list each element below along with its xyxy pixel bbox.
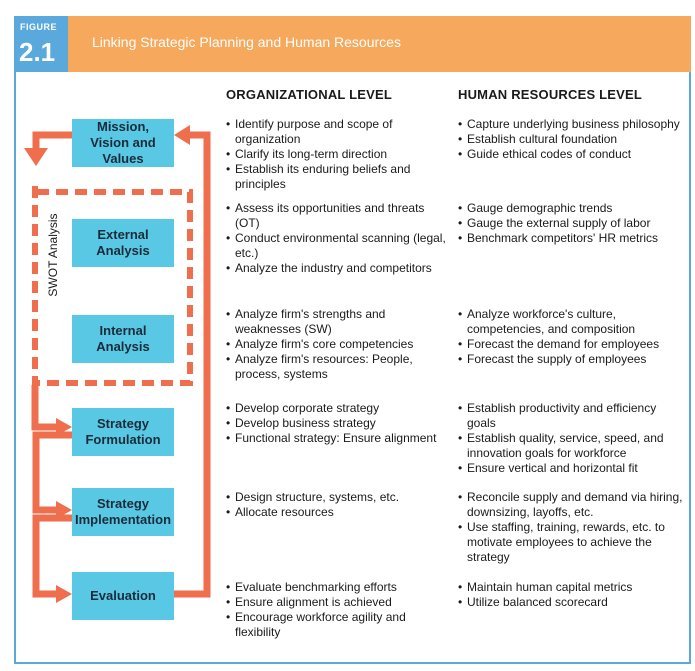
list-item: • Encourage workforce agility and flexibility [226, 610, 448, 640]
list-item: • Analyze workforce's culture, competencies, and composition [458, 307, 686, 337]
hr-level-heading: HUMAN RESOURCES LEVEL [458, 87, 643, 102]
list-item: • Allocate resources [226, 505, 448, 520]
figure-title: Linking Strategic Planning and Human Resources [92, 34, 401, 50]
list-item: • Forecast the supply of employees [458, 352, 686, 367]
stage-evaluation-box: Evaluation [72, 572, 174, 620]
list-item: • Clarify its long-term direction [226, 147, 448, 162]
org-list-evaluation [226, 580, 448, 640]
hr-list-external [458, 201, 686, 246]
list-item: • Analyze the industry and competitors [226, 261, 448, 276]
org-list-external [226, 201, 448, 276]
org-list-implementation [226, 490, 448, 520]
to-evaluation-line [36, 518, 72, 594]
list-item: • Establish quality, service, speed, and innovation goals for workforce [458, 431, 686, 461]
list-item: • Conduct environmental scanning (legal, etc.) [226, 231, 448, 261]
list-item: • Forecast the demand for employees [458, 337, 686, 352]
figure-number: 2.1 [19, 37, 56, 67]
list-item: • Analyze firm's core competencies [226, 337, 448, 352]
list-item: • Ensure alignment is achieved [226, 595, 448, 610]
stage-internal-analysis-box: Internal Analysis [72, 315, 174, 363]
stage-strategy-formulation-box: Strategy Formulation [72, 408, 174, 456]
list-item: • Establish cultural foundation [458, 132, 686, 147]
stage-external-analysis-box: External Analysis [72, 219, 174, 267]
list-item: • Benchmark competitors' HR metrics [458, 231, 686, 246]
list-item: • Guide ethical codes of conduct [458, 147, 686, 162]
list-item: • Functional strategy: Ensure alignment [226, 431, 448, 446]
list-item: • Utilize balanced scorecard [458, 595, 686, 610]
list-item: • Maintain human capital metrics [458, 580, 686, 595]
list-item: • Develop business strategy [226, 416, 448, 431]
list-item: • Establish its enduring beliefs and principles [226, 162, 448, 192]
list-item: • Evaluate benchmarking efforts [226, 580, 448, 595]
hr-list-evaluation [458, 580, 686, 610]
mission-arrowhead [24, 148, 48, 166]
hr-list-formulation [458, 401, 686, 476]
to-formulation-line [35, 385, 58, 427]
list-item: • Assess its opportunities and threats (OT) [226, 201, 448, 231]
list-item: • Develop corporate strategy [226, 401, 448, 416]
mission-arrow-line [36, 135, 72, 150]
hr-list-implementation [458, 490, 686, 565]
list-item: • Analyze firm's strengths and weaknesses (SW) [226, 307, 448, 337]
list-item: • Capture underlying business philosophy [458, 117, 686, 132]
list-item: • Identify purpose and scope of organization [226, 117, 448, 147]
figure-label: FIGURE [20, 22, 58, 32]
org-list-formulation [226, 401, 448, 446]
list-item: • Establish productivity and efficiency goals [458, 401, 686, 431]
feedback-arrowhead [174, 125, 190, 145]
org-list-mission [226, 117, 448, 192]
list-item: • Analyze firm's resources: People, process, systems [226, 352, 448, 382]
list-item: • Gauge demographic trends [458, 201, 686, 216]
org-list-internal [226, 307, 448, 382]
list-item: • Design structure, systems, etc. [226, 490, 448, 505]
to-implementation-line [36, 435, 72, 510]
list-item: • Ensure vertical and horizontal fit [458, 461, 686, 476]
stage-strategy-implementation-box: Strategy Implementation [72, 488, 174, 536]
list-item: • Gauge the external supply of labor [458, 216, 686, 231]
hr-list-internal [458, 307, 686, 367]
list-item: • Use staffing, training, rewards, etc. to motivate employees to achieve the strategy [458, 520, 686, 565]
stage-mission-box: Mission, Vision and Values [72, 119, 174, 167]
list-item: • Reconcile supply and demand via hiring, downsizing, layoffs, etc. [458, 490, 686, 520]
evaluation-arrowhead [56, 585, 72, 603]
organizational-level-heading: ORGANIZATIONAL LEVEL [226, 87, 393, 102]
hr-list-mission [458, 117, 686, 162]
